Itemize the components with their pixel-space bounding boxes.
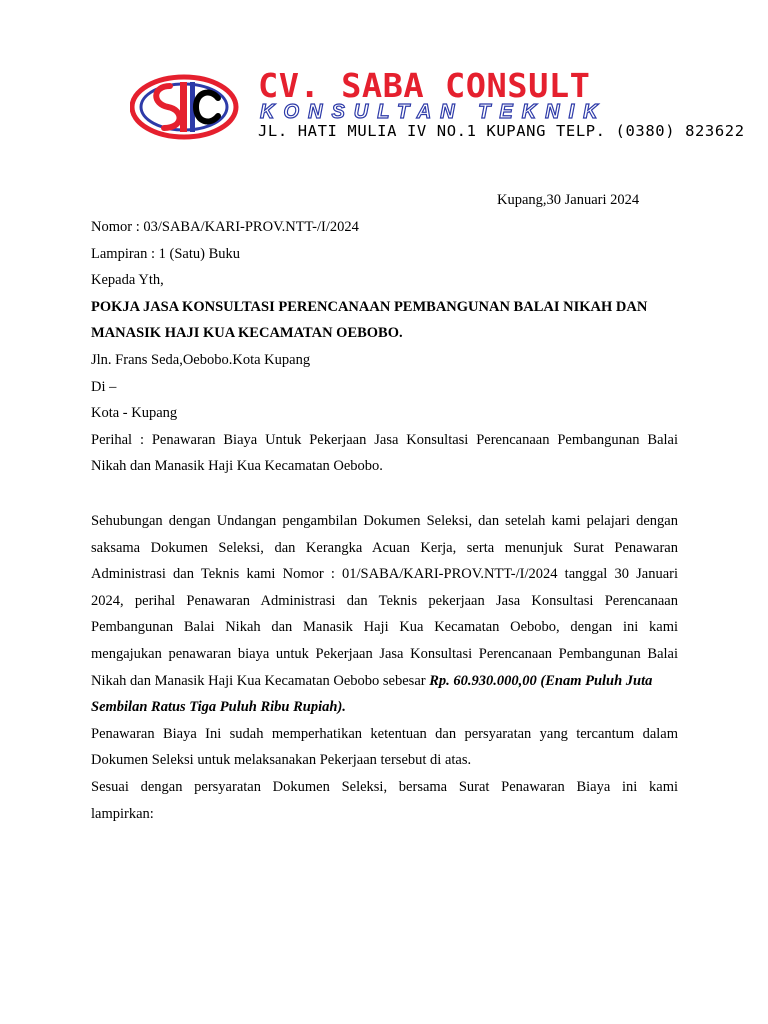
letter-header-block — [91, 214, 678, 480]
recipient-city: Kota - Kupang — [91, 405, 178, 422]
subject-line-1: Perihal : Penawaran Biaya Untuk Pekerjaan Jasa Konsultasi Perencanaan Pembangunan Balai — [91, 431, 678, 448]
subject-line-2: Nikah dan Manasik Haji Kua Kecamatan Oebobo. — [91, 458, 383, 475]
offer-intro: Nikah dan Manasik Haji Kua Kecamatan Oebobo sebesar — [91, 672, 430, 689]
recipient-line-2: MANASIK HAJI KUA KECAMATAN OEBOBO. — [91, 325, 403, 342]
salutation: Kepada Yth, — [91, 272, 164, 289]
body-line-offer — [91, 668, 678, 695]
recipient-di: Di – — [91, 378, 117, 395]
body-paragraph-2-line-1: Penawaran Biaya Ini sudah memperhatikan ketentuan dan persyaratan yang tercantum dalam — [91, 725, 678, 742]
body-line: Sehubungan dengan Undangan pengambilan Dokumen Seleksi, dan setelah kami pelajari dengan — [91, 513, 678, 529]
letter-attachment: Lampiran : 1 (Satu) Buku — [91, 245, 241, 262]
recipient-address: Jln. Frans Seda,Oebobo.Kota Kupang — [91, 351, 311, 368]
body-line: saksama Dokumen Seleksi, dan Kerangka Acuan Kerja, serta menunjuk Surat Penawaran — [91, 539, 678, 556]
company-tagline: KONSULTAN TEKNIK — [260, 101, 607, 123]
company-logo — [130, 74, 242, 140]
body-paragraph-3-line-2: lampirkan: — [91, 805, 154, 822]
letter-date: Kupang,30 Januari 2024 — [497, 192, 640, 208]
body-line: 2024, perihal Penawaran Administrasi dan Teknis pekerjaan Jasa Konsultasi Perencanaan — [91, 592, 678, 609]
offer-amount: Rp. 60.930.000,00 (Enam Puluh Juta — [429, 672, 653, 689]
body-line: Administrasi dan Teknis kami Nomor : 01/SABA/KARI-PROV.NTT-/I/2024 tanggal 30 Januari — [91, 566, 678, 583]
body-paragraph-3-line-1: Sesuai dengan persyaratan Dokumen Seleksi, bersama Surat Penawaran Biaya ini kami — [91, 778, 678, 795]
body-line: mengajukan penawaran biaya untuk Pekerjaan Jasa Konsultasi Perencanaan Pembangunan Balai — [91, 645, 678, 662]
body-paragraph-2-line-2: Dokumen Seleksi untuk melaksanakan Pekerjaan tersebut di atas. — [91, 752, 472, 769]
body-line: Pembangunan Balai Nikah dan Manasik Haji Kua Kecamatan Oebobo, dengan ini kami — [91, 619, 678, 636]
company-name: CV. SABA CONSULT — [258, 66, 591, 105]
letterhead — [130, 66, 745, 148]
body-paragraph-1 — [91, 508, 678, 827]
letter-number: Nomor : 03/SABA/KARI-PROV.NTT-/I/2024 — [91, 219, 359, 235]
offer-amount-words: Sembilan Ratus Tiga Puluh Ribu Rupiah). — [91, 699, 346, 716]
company-address: JL. HATI MULIA IV NO.1 KUPANG TELP. (0380) 823622 — [258, 122, 745, 140]
recipient-line-1: POKJA JASA KONSULTASI PERENCANAAN PEMBANGUNAN BALAI NIKAH DAN — [91, 298, 648, 315]
